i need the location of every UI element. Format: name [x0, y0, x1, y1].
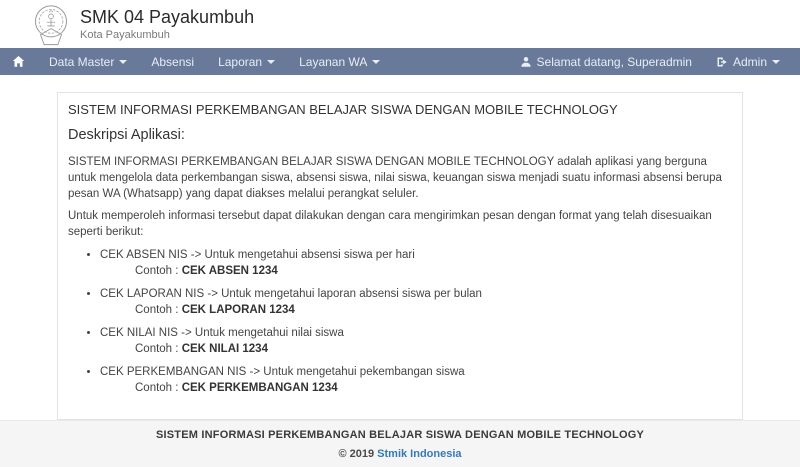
school-logo-icon	[30, 4, 72, 46]
caret-down-icon	[267, 60, 275, 64]
nav-data-master[interactable]	[37, 48, 139, 75]
command-example-line	[135, 265, 730, 279]
user-icon	[520, 56, 532, 68]
stmik-indonesia-link[interactable]: Stmik Indonesia	[377, 448, 462, 460]
caret-down-icon	[119, 60, 127, 64]
footer-copyright	[0, 448, 800, 460]
nav-right-group	[508, 48, 792, 75]
description-panel	[57, 92, 743, 420]
site-title: SMK 04 Payakumbuh	[80, 7, 255, 27]
caret-down-icon	[772, 60, 780, 64]
main-content-area	[0, 75, 800, 420]
caret-down-icon	[372, 60, 380, 64]
contoh-label: Contoh :	[135, 303, 179, 316]
command-description: • CEK ABSEN NIS -> Untuk mengetahui absensi siswa per hari	[100, 249, 415, 261]
nav-left-group	[0, 48, 392, 75]
list-item	[100, 327, 730, 356]
sign-out-icon	[716, 56, 728, 68]
command-example: CEK PERKEMBANGAN 1234	[181, 381, 338, 394]
command-description: • CEK NILAI NIS -> Untuk mengetahui nilai siswa	[100, 327, 344, 339]
nav-admin-label: Admin	[732, 54, 767, 69]
command-example: CEK LAPORAN 1234	[181, 303, 295, 316]
home-icon	[12, 55, 25, 68]
copyright-year: © 2019	[338, 448, 375, 460]
command-example-line	[135, 382, 730, 396]
list-item	[100, 249, 730, 278]
site-footer	[0, 420, 800, 467]
description-heading: Deskripsi Aplikasi:	[68, 127, 185, 143]
command-example: CEK NILAI 1234	[181, 342, 268, 355]
nav-laporan-label: Laporan	[218, 54, 263, 69]
contoh-label: Contoh :	[135, 342, 179, 355]
brand-text	[80, 7, 254, 41]
footer-title: SISTEM INFORMASI PERKEMBANGAN BELAJAR SISWA DENGAN MOBILE TECHNOLOGY	[155, 429, 645, 441]
nav-layanan-wa-label: Layanan WA	[299, 54, 368, 69]
contoh-label: Contoh :	[135, 381, 179, 394]
command-description: • CEK PERKEMBANGAN NIS -> Untuk mengetahui pekembangan siswa	[100, 366, 465, 378]
nav-welcome	[508, 48, 704, 75]
nav-layanan-wa[interactable]	[287, 48, 392, 75]
welcome-text: Selamat datang, Superadmin	[536, 54, 692, 69]
list-item	[100, 288, 730, 317]
nav-admin-menu[interactable]	[704, 48, 792, 75]
command-example-line	[135, 304, 730, 318]
nav-absensi-label: Absensi	[151, 54, 195, 69]
command-example: CEK ABSEN 1234	[181, 264, 278, 277]
nav-data-master-label: Data Master	[49, 54, 115, 69]
site-subtitle: Kota Payakumbuh	[80, 29, 170, 41]
description-paragraph-1: SISTEM INFORMASI PERKEMBANGAN BELAJAR SISWA DENGAN MOBILE TECHNOLOGY adalah aplikasi yang berguna untuk mengelola data perkembangan siswa, absensi siswa, nilai siswa, keuangan siswa menjadi suatu informasi absensi berupa pesan WA (Whatsapp) yang dapat diakses melalui perangkat seluler.	[68, 156, 722, 200]
nav-absensi[interactable]	[139, 48, 206, 75]
command-description: • CEK LAPORAN NIS -> Untuk mengetahui laporan absensi siswa per bulan	[100, 288, 482, 300]
contoh-label: Contoh :	[135, 264, 179, 277]
command-example-line	[135, 343, 730, 357]
wa-command-list	[68, 249, 730, 395]
nav-laporan[interactable]	[206, 48, 287, 75]
main-navbar	[0, 48, 800, 75]
nav-home[interactable]	[0, 48, 37, 75]
page-title: SISTEM INFORMASI PERKEMBANGAN BELAJAR SISWA DENGAN MOBILE TECHNOLOGY	[68, 102, 618, 117]
site-header	[0, 0, 800, 48]
brand-link[interactable]	[30, 2, 254, 46]
list-item	[100, 366, 730, 395]
description-paragraph-2: Untuk memperoleh informasi tersebut dapat dilakukan dengan cara mengirimkan pesan dengan format yang telah disesuaikan seperti berikut:	[68, 210, 712, 238]
